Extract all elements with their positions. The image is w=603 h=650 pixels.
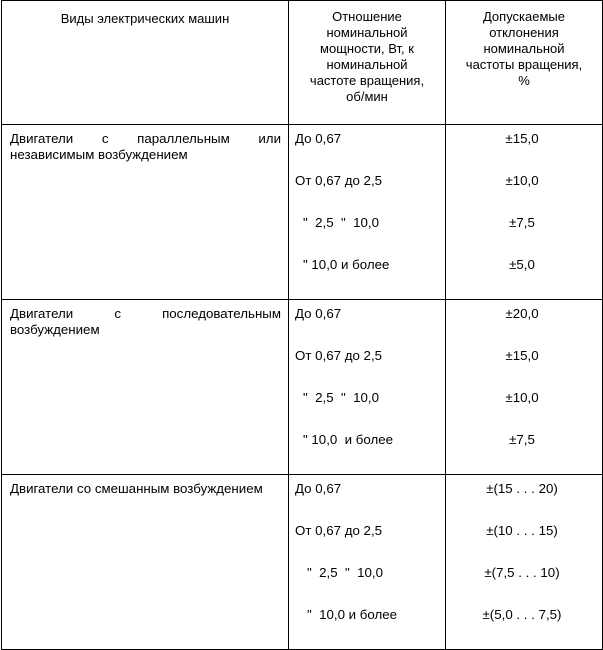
deviation-value: ±5,0: [509, 257, 535, 272]
table-row: [2, 300, 603, 475]
ratio-value: От 0,67 до 2,5: [295, 348, 383, 363]
header-line: номинальной: [326, 25, 408, 40]
deviation-table: [1, 0, 603, 650]
header-line: мощности, Вт, к: [320, 41, 414, 56]
ratio-value: " 10,0 и более: [307, 607, 398, 622]
deviation-cell: [446, 475, 603, 650]
header-deviation: [446, 1, 603, 125]
ratio-value: От 0,67 до 2,5: [295, 173, 383, 188]
deviation-value: ±10,0: [505, 173, 539, 188]
deviation-value: ±7,5: [509, 215, 535, 230]
ratio-value: " 10,0 и более: [303, 257, 390, 272]
ratio-value: До 0,67: [295, 131, 342, 146]
ratio-value: " 2,5 " 10,0: [307, 565, 383, 580]
deviation-cell: [446, 125, 603, 300]
header-line: об/мин: [346, 89, 388, 104]
header-line: частоте вращения,: [309, 73, 425, 88]
header-line: %: [518, 73, 530, 88]
ratio-cell: [289, 300, 446, 475]
ratio-value: " 10,0 и более: [303, 432, 394, 447]
deviation-value: ±(15 . . . 20): [486, 481, 558, 496]
table-row: [2, 475, 603, 650]
header-line: Отношение: [332, 9, 402, 24]
deviation-value: ±15,0: [505, 131, 539, 146]
header-power-ratio: [289, 1, 446, 125]
ratio-cell: [289, 475, 446, 650]
deviation-value: ±(10 . . . 15): [486, 523, 558, 538]
machine-type-cell: Двигатели с параллельным или независимым возбуждением: [2, 125, 289, 300]
ratio-value: До 0,67: [295, 481, 342, 496]
table-row: [2, 125, 603, 300]
header-row: [2, 1, 603, 125]
deviation-value: ±7,5: [509, 432, 535, 447]
deviation-value: ±(7,5 . . . 10): [484, 565, 560, 580]
header-line: номинальной: [326, 57, 408, 72]
ratio-value: От 0,67 до 2,5: [295, 523, 383, 538]
header-machine-type: Виды электрических машин: [2, 1, 289, 125]
deviation-value: ±20,0: [505, 306, 539, 321]
deviation-value: ±15,0: [505, 348, 539, 363]
header-line: номинальной: [483, 41, 565, 56]
header-line: частоты вращения,: [465, 57, 583, 72]
ratio-value: " 2,5 " 10,0: [303, 390, 379, 405]
deviation-value: ±10,0: [505, 390, 539, 405]
ratio-value: До 0,67: [295, 306, 342, 321]
deviation-cell: [446, 300, 603, 475]
header-line: отклонения: [489, 25, 559, 40]
ratio-cell: [289, 125, 446, 300]
ratio-value: " 2,5 " 10,0: [303, 215, 379, 230]
header-line: Допускаемые: [482, 9, 566, 24]
machine-type-cell: Двигатели со смешанным возбуждением: [2, 475, 289, 650]
machine-type-cell: Двигатели с последовательным возбуждением: [2, 300, 289, 475]
deviation-value: ±(5,0 . . . 7,5): [482, 607, 562, 622]
